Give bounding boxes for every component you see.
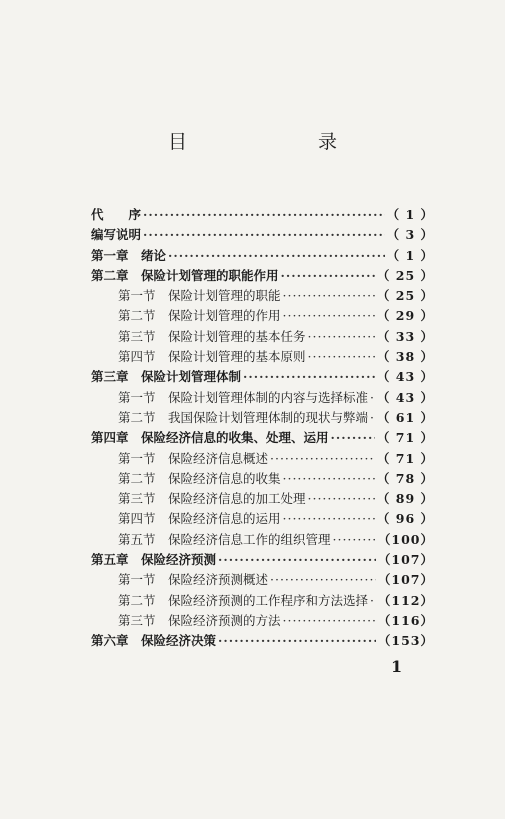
toc-entry-page: （ 3 ） — [386, 227, 434, 243]
toc-entry-page: （ 61 ） — [376, 409, 434, 425]
toc-chapter-entry — [91, 246, 434, 266]
toc-section-entry — [91, 469, 434, 489]
toc-section-entry — [91, 570, 434, 590]
toc-leader-dots — [168, 248, 385, 263]
toc-section-entry — [91, 591, 434, 611]
toc-chapter-entry — [91, 205, 434, 225]
toc-section-entry — [91, 388, 434, 408]
toc-chapter-entry — [91, 550, 434, 570]
toc-entry-page: （116） — [377, 612, 434, 628]
toc-entry-label: 第一节 保险计划管理体制的内容与选择标准 — [118, 389, 369, 405]
toc-section-entry — [91, 408, 434, 428]
toc-leader-dots — [370, 390, 375, 405]
toc-entry-label: 代 序 — [91, 207, 142, 222]
toc-entry-label: 第三节 保险计划管理的基本任务 — [118, 328, 306, 344]
toc-entry-page: （ 38 ） — [376, 349, 434, 365]
toc-entry-label: 第六章 保险经济决策 — [91, 633, 217, 649]
toc-entry-page: （ 1 ） — [386, 247, 434, 263]
toc-leader-dots — [333, 532, 376, 547]
toc-entry-page: （107） — [377, 572, 434, 588]
toc-leader-dots — [143, 227, 385, 242]
toc-entry-label: 编写说明 — [91, 227, 142, 243]
toc-section-entry — [91, 489, 434, 509]
toc-chapter-entry — [91, 266, 434, 286]
toc-entry-page: （ 33 ） — [376, 328, 434, 344]
toc-entry-page: （ 25 ） — [376, 267, 434, 283]
toc-leader-dots — [308, 329, 375, 344]
toc-leader-dots — [283, 613, 376, 628]
toc-leader-dots — [218, 552, 376, 567]
toc-leader-dots — [283, 308, 375, 323]
toc-chapter-entry — [91, 225, 434, 245]
toc-leader-dots — [370, 593, 376, 608]
toc-section-entry — [91, 449, 434, 469]
toc-entry-label: 第三章 保险计划管理体制 — [91, 369, 242, 385]
toc-entry-label: 第一节 保险经济预测概述 — [118, 572, 269, 588]
toc-entry-label: 第一节 保险计划管理的职能 — [118, 288, 281, 304]
toc-entry-label: 第三节 保险经济预测的方法 — [118, 612, 281, 628]
toc-entry-page: （ 71 ） — [376, 430, 434, 446]
toc-leader-dots — [331, 430, 375, 445]
toc-entry-page: （ 96 ） — [376, 511, 434, 527]
toc-entry-page: （ 43 ） — [376, 369, 434, 385]
toc-entry-label: 第二节 保险经济信息的收集 — [118, 470, 281, 486]
toc-section-entry — [91, 306, 434, 326]
page-number: 1 — [391, 657, 403, 676]
toc-leader-dots — [243, 369, 375, 384]
toc-section-entry — [91, 611, 434, 631]
toc-entry-page: （ 1 ） — [386, 207, 434, 222]
toc-entry-page: （ 78 ） — [376, 470, 434, 486]
toc-leader-dots — [281, 268, 375, 283]
toc-entry-label: 第四章 保险经济信息的收集、处理、运用 — [91, 430, 329, 446]
toc-entry-label: 第一章 绪论 — [91, 247, 167, 263]
toc-entry-label: 第一节 保险经济信息概述 — [118, 450, 269, 466]
toc-section-entry — [91, 286, 434, 306]
toc-leader-dots — [370, 410, 375, 425]
toc-entry-page: （ 29 ） — [376, 308, 434, 324]
toc-entry-label: 第四节 保险经济信息的运用 — [118, 511, 281, 527]
toc-entry-page: （100） — [377, 531, 434, 547]
toc-entry-page: （ 89 ） — [376, 491, 434, 507]
toc-section-entry — [91, 509, 434, 529]
toc-entry-label: 第三节 保险经济信息的加工处理 — [118, 491, 306, 507]
page-title: 目 录 — [167, 131, 393, 153]
toc-leader-dots — [218, 633, 376, 648]
toc-entry-page: （107） — [377, 552, 434, 568]
toc-chapter-entry — [91, 631, 434, 651]
toc-entry-page: （ 43 ） — [376, 389, 434, 405]
toc-entry-page: （112） — [377, 592, 434, 608]
toc-entry-label: 第二章 保险计划管理的职能作用 — [91, 267, 279, 283]
toc-leader-dots — [283, 288, 375, 303]
toc-entry-label: 第四节 保险计划管理的基本原则 — [118, 349, 306, 365]
toc-leader-dots — [270, 451, 375, 466]
toc-leader-dots — [308, 491, 375, 506]
toc-leader-dots — [308, 349, 375, 364]
toc-section-entry — [91, 327, 434, 347]
toc-chapter-entry — [91, 428, 434, 448]
toc-leader-dots — [143, 207, 385, 222]
toc-entry-label: 第二节 保险经济预测的工作程序和方法选择 — [118, 592, 369, 608]
toc-entry-label: 第五节 保险经济信息工作的组织管理 — [118, 531, 331, 547]
toc-entry-page: （ 25 ） — [376, 288, 434, 304]
table-of-contents — [91, 205, 434, 652]
toc-section-entry — [91, 530, 434, 550]
toc-entry-page: （ 71 ） — [376, 450, 434, 466]
toc-entry-label: 第五章 保险经济预测 — [91, 552, 217, 568]
toc-entry-page: （153） — [377, 633, 434, 649]
toc-entry-label: 第二节 保险计划管理的作用 — [118, 308, 281, 324]
toc-chapter-entry — [91, 367, 434, 387]
toc-leader-dots — [283, 511, 375, 526]
toc-leader-dots — [283, 471, 375, 486]
toc-section-entry — [91, 347, 434, 367]
toc-leader-dots — [270, 572, 376, 587]
toc-entry-label: 第二节 我国保险计划管理体制的现状与弊端 — [118, 409, 369, 425]
